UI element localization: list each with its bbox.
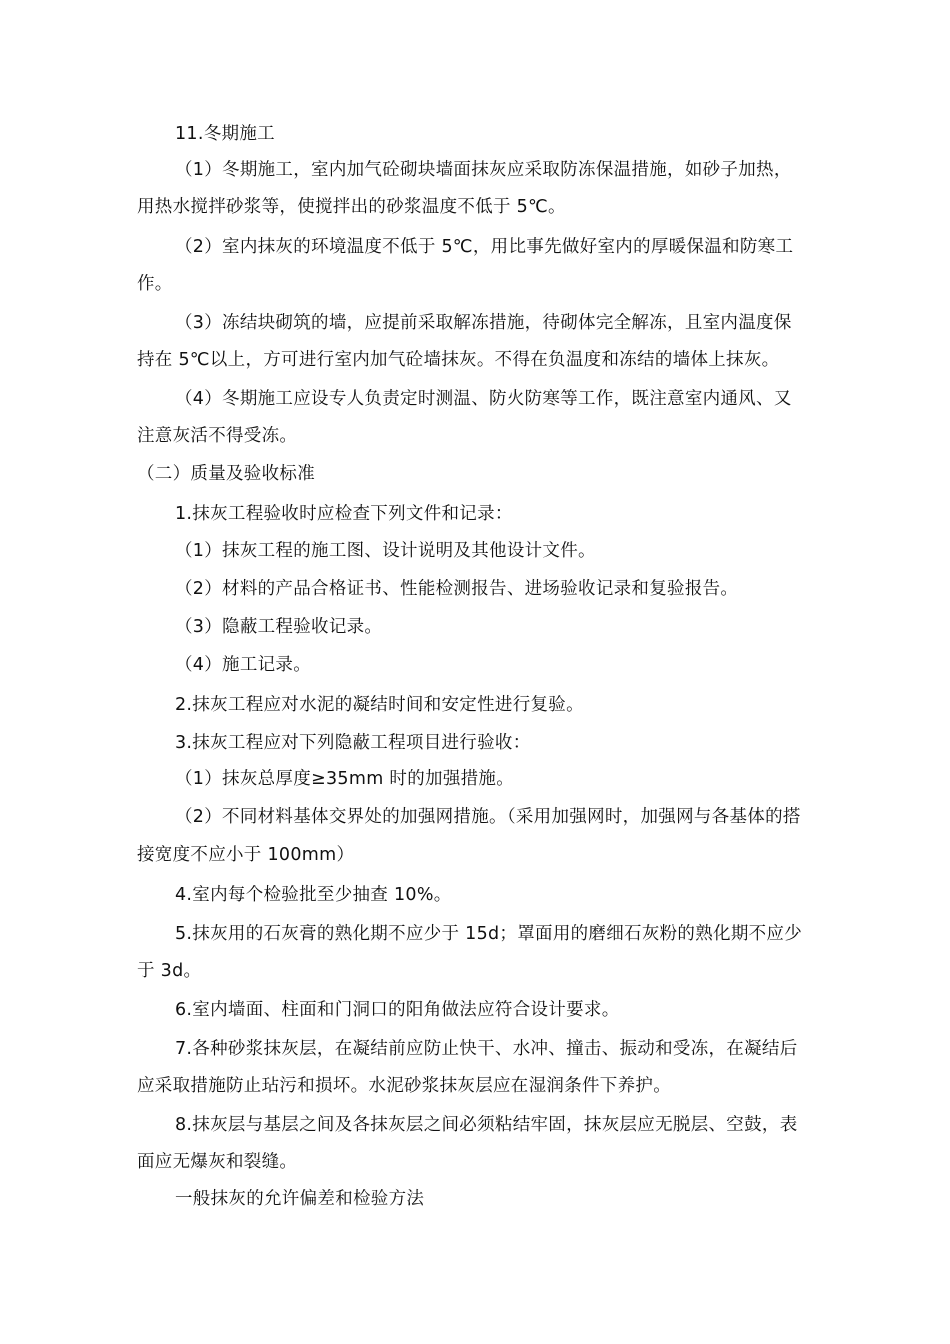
text-line: 7.各种砂浆抹灰层，在凝结前应防止快干、水冲、撞击、振动和受冻，在凝结后 [175,1039,798,1059]
text-line: 3.抹灰工程应对下列隐蔽工程项目进行验收： [175,733,531,753]
text-line: 作。 [137,274,173,294]
text-line: 面应无爆灰和裂缝。 [137,1152,298,1172]
text-line: 4.室内每个检验批至少抽查 10%。 [175,885,452,905]
text-line: 应采取措施防止玷污和损坏。水泥砂浆抹灰层应在湿润条件下养护。 [137,1076,671,1096]
text-line: （4）施工记录。 [175,655,312,675]
text-line: （1）冬期施工，室内加气砼砌块墙面抹灰应采取防冻保温措施，如砂子加热， [175,160,792,180]
text-line: 于 3d。 [137,961,202,981]
text-line: 6.室内墙面、柱面和门洞口的阳角做法应符合设计要求。 [175,1000,620,1020]
text-line: 1.抹灰工程验收时应检查下列文件和记录： [175,504,513,524]
text-line: 8.抹灰层与基层之间及各抹灰层之间必须粘结牢固，抹灰层应无脱层、空鼓，表 [175,1115,798,1135]
section-heading-quality: （二）质量及验收标准 [137,464,315,484]
table-caption: 一般抹灰的允许偏差和检验方法 [175,1189,425,1209]
text-line: 接宽度不应小于 100mm） [137,845,355,865]
text-line: 注意灰活不得受冻。 [137,426,298,446]
text-line: （2）材料的产品合格证书、性能检测报告、进场验收记录和复验报告。 [175,579,739,599]
text-line: （2）不同材料基体交界处的加强网措施。（采用加强网时，加强网与各基体的搭 [175,807,801,827]
section-heading-winter-construction: 11.冬期施工 [175,124,275,144]
text-line: 5.抹灰用的石灰膏的熟化期不应少于 15d；罩面用的磨细石灰粉的熟化期不应少 [175,924,803,944]
text-line: （3）冻结块砌筑的墙，应提前采取解冻措施，待砌体完全解冻，且室内温度保 [175,313,792,333]
text-line: （1）抹灰总厚度≥35mm 时的加强措施。 [175,769,515,789]
text-line: （1）抹灰工程的施工图、设计说明及其他设计文件。 [175,541,596,561]
text-line: （2）室内抹灰的环境温度不低于 5℃，用比事先做好室内的厚暖保温和防寒工 [175,237,794,257]
text-line: （3）隐蔽工程验收记录。 [175,617,383,637]
text-line: 2.抹灰工程应对水泥的凝结时间和安定性进行复验。 [175,695,584,715]
text-line: （4）冬期施工应设专人负责定时测温、防火防寒等工作，既注意室内通风、又 [175,389,792,409]
text-line: 用热水搅拌砂浆等，使搅拌出的砂浆温度不低于 5℃。 [137,197,566,217]
text-line: 持在 5℃以上，方可进行室内加气砼墙抹灰。不得在负温度和冻结的墙体上抹灰。 [137,350,780,370]
